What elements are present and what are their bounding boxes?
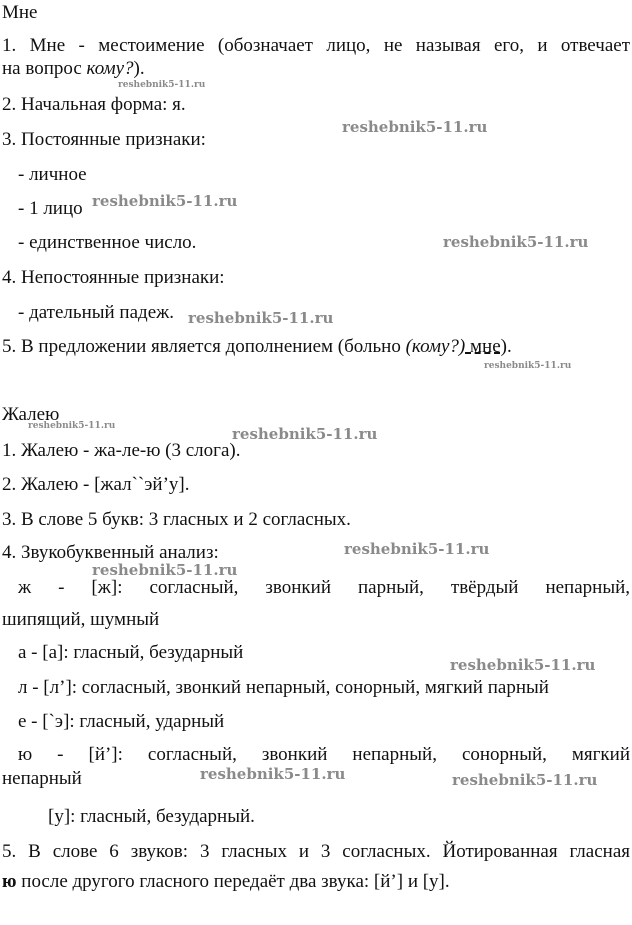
mne-feature-personal: - личное xyxy=(18,164,87,185)
underlined-word: мне xyxy=(465,336,501,357)
text: ). xyxy=(500,336,512,357)
watermark: reshebnik5-11.ru xyxy=(443,233,589,251)
mne-line-4: 4. Непостоянные признаки: xyxy=(2,267,225,288)
watermark: reshebnik5-11.ru xyxy=(200,765,346,783)
zhaleyu-line-5-cont xyxy=(2,871,450,893)
watermark: reshebnik5-11.ru xyxy=(484,361,572,371)
section-title-mne: Мне xyxy=(2,2,38,23)
mne-feature-person: - 1 лицо xyxy=(18,198,83,219)
watermark: reshebnik5-11.ru xyxy=(92,192,238,210)
analysis-e: е - [`э]: гласный, ударный xyxy=(18,711,225,732)
mne-line-2: 2. Начальная форма: я. xyxy=(2,94,186,115)
mne-feature-number: - единственное число. xyxy=(18,232,197,253)
analysis-a: а - [а]: гласный, безударный xyxy=(18,642,244,663)
zhaleyu-line-3: 3. В слове 5 букв: 3 гласных и 2 согласных. xyxy=(2,509,351,530)
watermark: reshebnik5-11.ru xyxy=(118,80,206,90)
text: 5. В предложении является дополнением (больно xyxy=(2,336,406,357)
zhaleyu-line-5: 5. В слове 6 звуков: 3 гласных и 3 согласных. Йотированная гласная xyxy=(2,841,630,862)
analysis-l: л - [л’]: согласный, звонкий непарный, сонорный, мягкий парный xyxy=(18,677,549,698)
question-italic: кому? xyxy=(86,58,134,79)
analysis-yu: ю - [й’]: согласный, звонкий непарный, сонорный, мягкий xyxy=(18,744,630,765)
watermark: reshebnik5-11.ru xyxy=(232,425,378,443)
watermark: reshebnik5-11.ru xyxy=(452,771,598,789)
analysis-zh-cont: шипящий, шумный xyxy=(2,609,160,630)
analysis-zh: ж - [ж]: согласный, звонкий парный, твёрдый непарный, xyxy=(18,577,630,598)
mne-line-1-cont xyxy=(2,58,145,80)
text: ). xyxy=(133,58,145,79)
zhaleyu-line-1: 1. Жалею - жа-ле-ю (3 слога). xyxy=(2,440,241,461)
mne-feature-case: - дательный падеж. xyxy=(18,302,174,323)
watermark: reshebnik5-11.ru xyxy=(450,656,596,674)
text: на вопрос xyxy=(2,58,87,79)
watermark: reshebnik5-11.ru xyxy=(342,118,488,136)
analysis-u: [у]: гласный, безударный. xyxy=(48,806,255,827)
analysis-yu-cont: непарный xyxy=(2,768,82,789)
text: после другого гласного передаёт два звука: [й’] и [у]. xyxy=(16,871,450,892)
zhaleyu-line-4: 4. Звукобуквенный анализ: xyxy=(2,542,219,563)
watermark: reshebnik5-11.ru xyxy=(28,421,116,431)
zhaleyu-line-2: 2. Жалею - [жал``эй’у]. xyxy=(2,474,190,495)
mne-line-1: 1. Мне - местоимение (обозначает лицо, не называя его, и отвечает xyxy=(2,35,630,56)
watermark: reshebnik5-11.ru xyxy=(92,561,238,579)
bold-letter: ю xyxy=(2,871,17,892)
question-italic: (кому?) xyxy=(405,336,466,357)
watermark: reshebnik5-11.ru xyxy=(344,540,490,558)
mne-line-5 xyxy=(2,336,512,358)
watermark: reshebnik5-11.ru xyxy=(188,309,334,327)
section-title-zhaleyu: Жалею xyxy=(2,404,60,425)
mne-line-3: 3. Постоянные признаки: xyxy=(2,129,206,150)
